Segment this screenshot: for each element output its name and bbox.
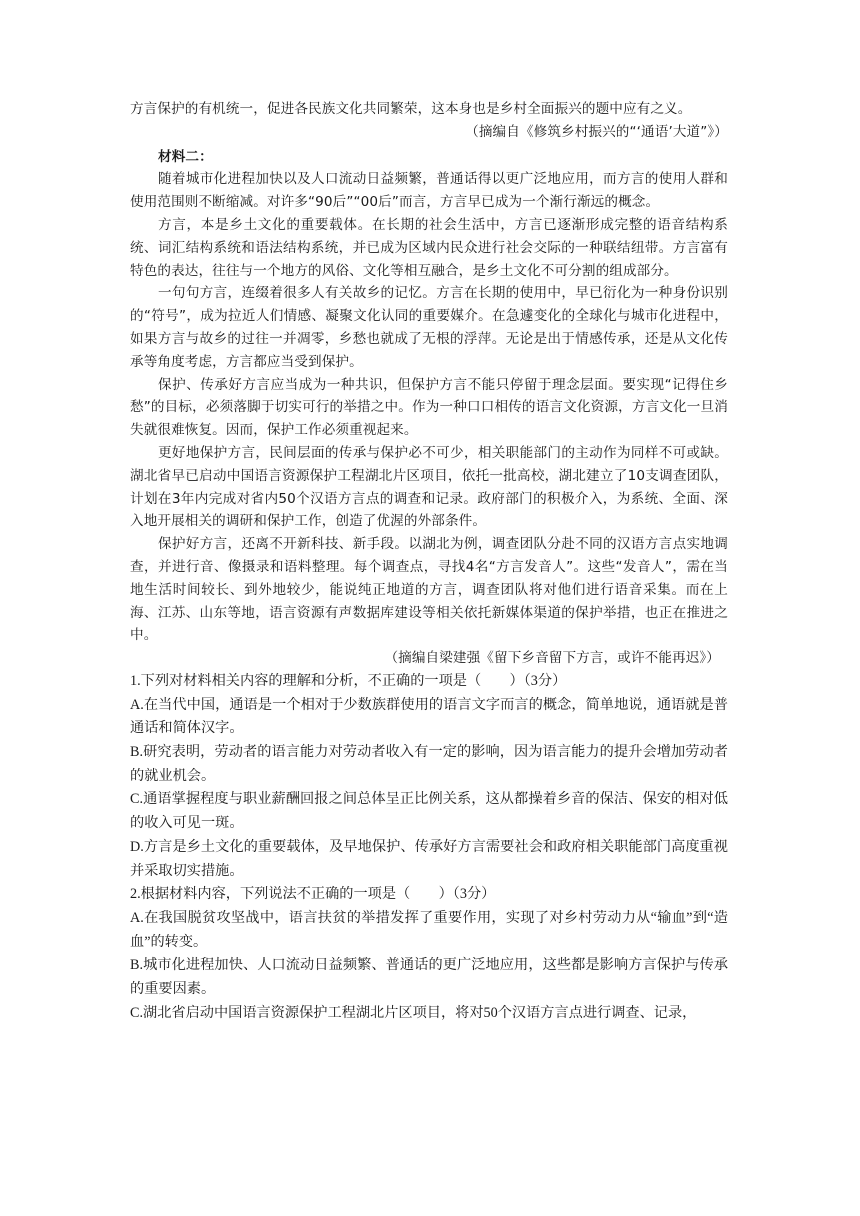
material2-paragraph: 保护、传承好方言应当成为一种共识，但保护方言不能只停留于理念层面。要实现“记得住乡愁”的目标，必须落脚于切实可行的举措之中。作为一种口口相传的语言文化资源，方言文化一旦消失就很难恢复。因而，保护工作必须重视起来。 (130, 376, 728, 439)
question-2-option-c: C.湖北省启动中国语言资源保护工程湖北片区项目，将对50个汉语方言点进行调查、记录， (130, 1004, 697, 1021)
material2-source: （摘编自梁建强《留下乡音留下方言，或许不能再迟》） (384, 650, 720, 667)
question-2-option-b: B.城市化进程加快、人口流动日益频繁、普通话的更广泛地应用，这些都是影响方言保护与传承的重要因素。 (130, 957, 728, 998)
question-2-option-a: A.在我国脱贫攻坚战中，语言扶贫的举措发挥了重要作用，实现了对乡村劳动力从“输血”到“造血”的转变。 (130, 909, 728, 950)
material2-paragraph: 更好地保护方言，民间层面的传承与保护必不可少，相关职能部门的主动作为同样不可或缺。湖北省早已启动中国语言资源保护工程湖北片区项目，依托一批高校，湖北建立了10支调查团队，计划在3年内完成对省内50个汉语方言点的调查和记录。政府部门的积极介入，为系统、全面、深入地开展相关的调研和保护工作，创造了优渥的外部条件。 (130, 444, 728, 530)
material2-paragraph: 一句句方言，连缀着很多人有关故乡的记忆。方言在长期的使用中，早已衍化为一种身份识别的“符号”，成为拉近人们情感、凝聚文化认同的重要媒介。在急遽变化的全球化与城市化进程中，如果方言与故乡的过往一并凋零，乡愁也就成了无根的浮萍。无论是出于情感传承，还是从文化传承等角度考虑，方言都应当受到保护。 (130, 285, 728, 370)
question-1-stem: 1.下列对材料相关内容的理解和分析，不正确的一项是（ ）（3分） (130, 672, 567, 689)
document-page (130, 98, 728, 1025)
material2-paragraph: 方言，本是乡土文化的重要载体。在长期的社会生活中，方言已逐渐形成完整的语音结构系统、词汇结构系统和语法结构系统，并已成为区域内民众进行社会交际的一种联结纽带。方言富有特色的表达，往往与一个地方的风俗、文化等相互融合，是乡土文化不可分割的组成部分。 (130, 216, 728, 279)
question-2-stem: 2.根据材料内容，下列说法不正确的一项是（ ）（3分） (130, 886, 496, 903)
question-1-option-b: B.研究表明，劳动者的语言能力对劳动者收入有一定的影响，因为语言能力的提升会增加劳动者的就业机会。 (130, 744, 728, 784)
question-1-option-c: C.通语掌握程度与职业薪酬回报之间总体呈正比例关系，这从都操着乡音的保洁、保安的相对低的收入可见一斑。 (130, 791, 728, 832)
material1-source: （摘编自《修筑乡村振兴的“‘通语’大道”》） (465, 123, 728, 140)
question-1-option-a: A.在当代中国，通语是一个相对于少数族群使用的语言文字而言的概念，简单地说，通语就是普通话和简体汉字。 (130, 696, 728, 737)
material2-paragraph: 保护好方言，还离不开新科技、新手段。以湖北为例，调查团队分赴不同的汉语方言点实地调查，并进行音、像摄录和语料整理。每个调查点，寻找4名“方言发音人”。这些“发音人”，需在当地生活时间较长、到外地较少，能说纯正地道的方言，调查团队将对他们进行语音采集。而在上海、江苏、山东等地，语言资源有声数据库建设等相关依托新媒体渠道的保护举措，也正在推进之中。 (130, 536, 728, 644)
material2-heading: 材料二： (158, 148, 213, 165)
material1-closing-line: 方言保护的有机统一，促进各民族文化共同繁荣，这本身也是乡村全面振兴的题中应有之义。 (130, 101, 692, 117)
question-1-option-d: D.方言是乡土文化的重要载体，及早地保护、传承好方言需要社会和政府相关职能部门高度重视并采取切实措施。 (130, 838, 728, 879)
material2-paragraph: 随着城市化进程加快以及人口流动日益频繁，普通话得以更广泛地应用，而方言的使用人群和使用范围则不断缩减。对许多“90后”“00后”而言，方言早已成为一个渐行渐远的概念。 (130, 171, 728, 211)
